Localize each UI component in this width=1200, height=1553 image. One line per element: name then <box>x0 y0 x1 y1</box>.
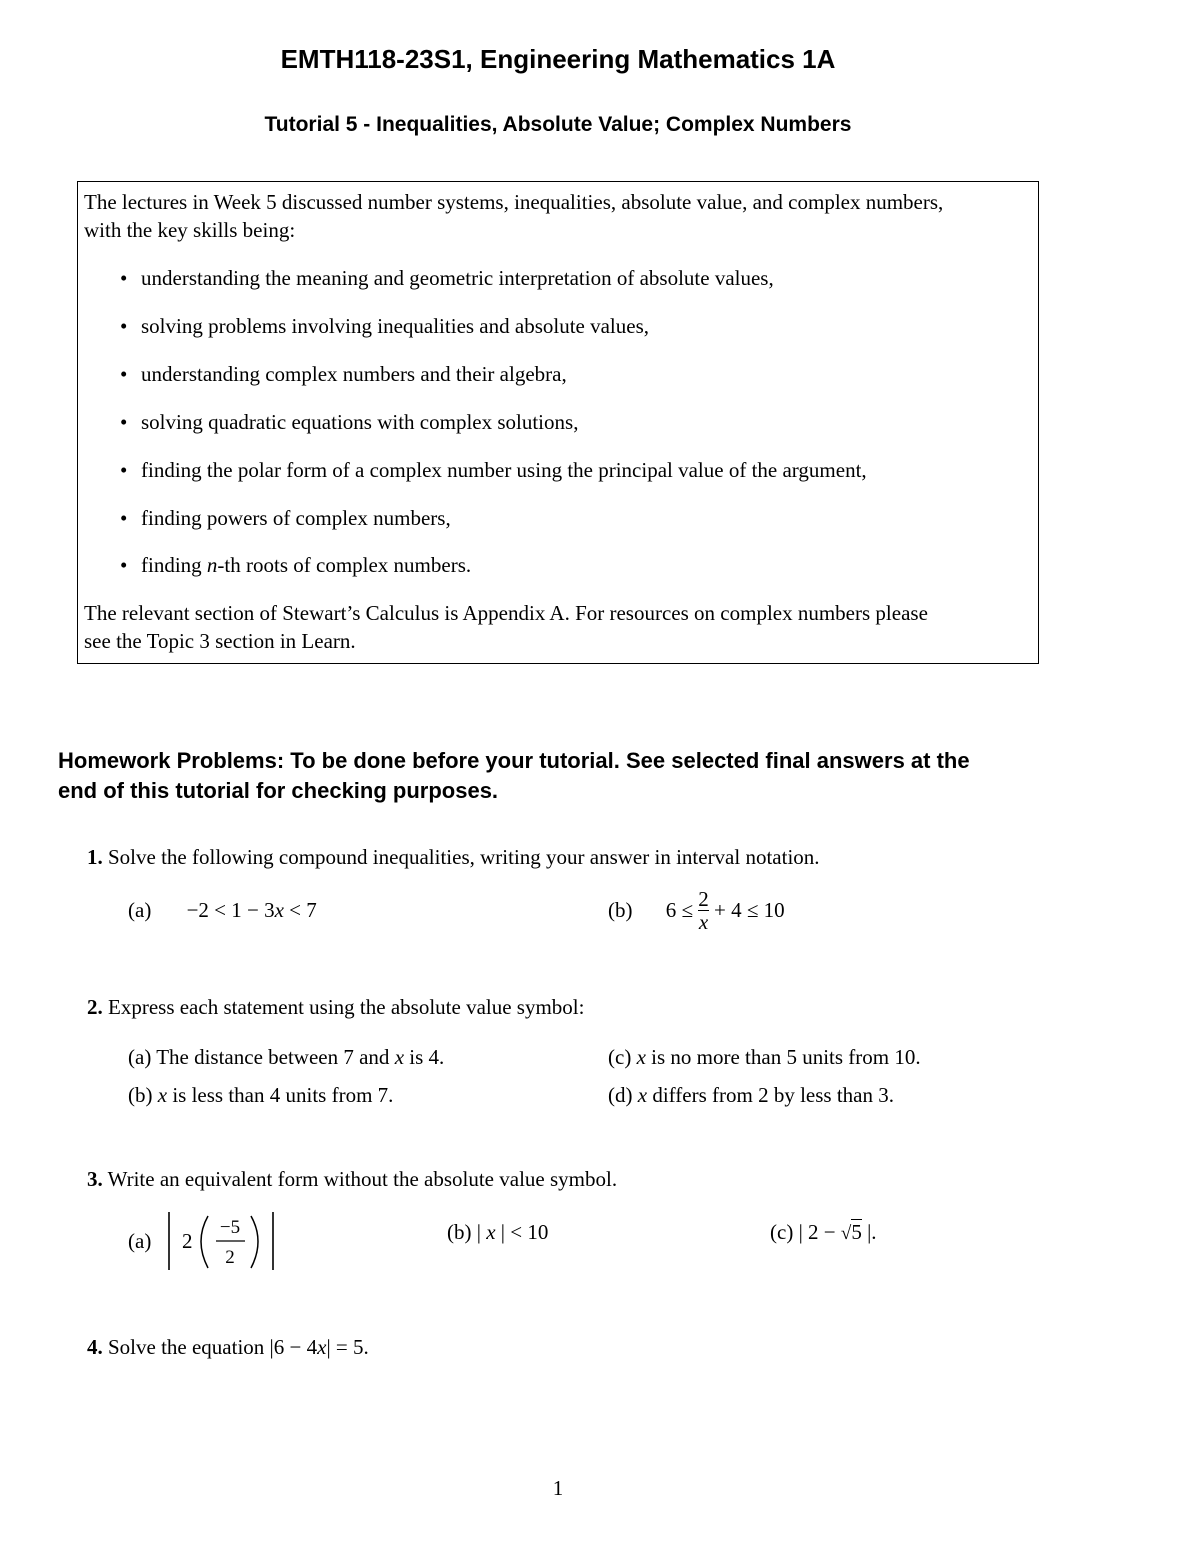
paren-right <box>251 1216 258 1268</box>
skill-item: finding n-th roots of complex numbers. <box>141 553 472 577</box>
document-title: EMTH118-23S1, Engineering Mathematics 1A <box>280 44 836 74</box>
skill-item: finding the polar form of a complex number using the principal value of the argument, <box>141 458 867 482</box>
paren-left <box>201 1216 208 1268</box>
q3a-numerator: −5 <box>219 1217 241 1238</box>
skill-item: finding powers of complex numbers, <box>141 506 451 530</box>
q3-part-b: (b) | x | < 10 <box>447 1220 549 1244</box>
bullet-icon: • <box>120 506 128 530</box>
summary-intro-line1: The lectures in Week 5 discussed number systems, inequalities, absolute value, and complex numbers, <box>84 190 944 214</box>
summary-footer-line2: see the Topic 3 section in Learn. <box>84 629 356 653</box>
question-1: 1. Solve the following compound inequalities, writing your answer in interval notation. <box>87 845 820 869</box>
sqrt-icon: √ <box>840 1223 852 1244</box>
q3-part-c: (c) | 2 − √5 |. <box>770 1220 877 1244</box>
bullet-icon: • <box>120 314 128 338</box>
q3-part-a-expression <box>160 1208 284 1274</box>
q3-part-a-label: (a) <box>128 1229 152 1253</box>
q3a-coefficient: 2 <box>182 1229 193 1253</box>
summary-footer-line1: The relevant section of Stewart’s Calculus is Appendix A. For resources on complex numbers please <box>84 601 928 625</box>
question-4: 4. Solve the equation |6 − 4x| = 5. <box>87 1335 369 1359</box>
fraction-2-over-x: $\frac{2}{x}$ <box>698 887 709 934</box>
bullet-icon: • <box>120 458 128 482</box>
bullet-icon: • <box>120 266 128 290</box>
q3a-denominator: 2 <box>225 1247 235 1268</box>
summary-intro-line2: with the key skills being: <box>84 218 296 242</box>
q2-part-a: (a) The distance between 7 and x is 4. <box>128 1045 445 1069</box>
q2-part-d: (d) x differs from 2 by less than 3. <box>608 1083 894 1107</box>
skill-item: understanding complex numbers and their algebra, <box>141 362 567 386</box>
skill-item: understanding the meaning and geometric interpretation of absolute values, <box>141 266 774 290</box>
tutorial-title: Tutorial 5 - Inequalities, Absolute Value; Complex Numbers <box>264 113 852 136</box>
bullet-icon: • <box>120 410 128 434</box>
bullet-icon: • <box>120 362 128 386</box>
question-3: 3. Write an equivalent form without the absolute value symbol. <box>87 1167 618 1191</box>
q2-part-b: (b) x is less than 4 units from 7. <box>128 1083 394 1107</box>
question-2: 2. Express each statement using the absolute value symbol: <box>87 995 585 1019</box>
skill-item: solving quadratic equations with complex solutions, <box>141 410 579 434</box>
homework-heading: Homework Problems: To be done before your tutorial. See selected final answers at the end of this tutorial for checking purposes. <box>58 748 970 803</box>
bullet-icon: • <box>120 553 128 577</box>
q2-part-c: (c) x is no more than 5 units from 10. <box>608 1045 921 1069</box>
page-number: 1 <box>552 1476 564 1500</box>
q1-part-a: (a) −2 < 1 − 3x < 7 <box>128 898 317 922</box>
skill-item: solving problems involving inequalities and absolute values, <box>141 314 650 338</box>
q1-part-b: (b) 6 ≤ $\frac{2}{x}$ + 4 ≤ 10 <box>608 887 785 934</box>
